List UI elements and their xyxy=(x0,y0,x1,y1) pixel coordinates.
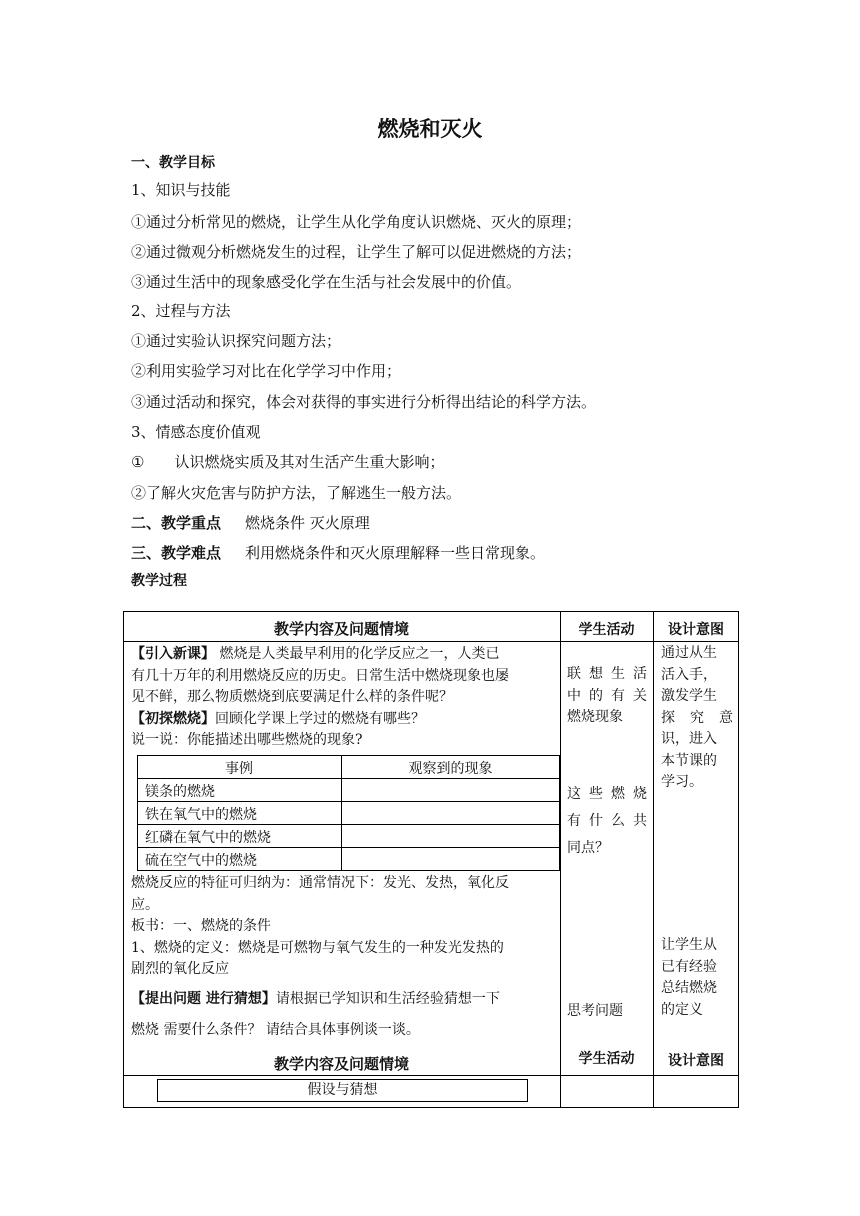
question-line-2: 燃烧 需要什么条件？ 请结合具体事例谈一谈。 xyxy=(131,1022,420,1038)
intro-block xyxy=(131,644,555,752)
intro-line-1: 燃烧是人类最早利用的化学反应之一，人类已 xyxy=(219,646,500,662)
phenomena-row-divider-4 xyxy=(137,847,560,848)
process-item-2: ②利用实验学习对比在化学学习中作用； xyxy=(131,362,402,380)
knowledge-item-3: ③通过生活中的现象感受化学在生活与社会发展中的价值。 xyxy=(131,273,522,291)
repeat-header-intent: 设计意图 xyxy=(668,1053,724,1069)
process-heading: 2、过程与方法 xyxy=(131,302,231,320)
knowledge-item-2: ②通过微观分析燃烧发生的过程，让学生了解可以促进燃烧的方法； xyxy=(131,243,582,261)
table-row-divider xyxy=(123,1075,739,1076)
key-point xyxy=(131,512,370,533)
attitude-item-1-marker: ① xyxy=(131,453,145,471)
page-title: 燃烧和灭火 xyxy=(377,117,483,141)
phenomena-header-example: 事例 xyxy=(225,761,253,777)
question-text: 请根据已学知识和生活经验猜想一下 xyxy=(275,991,500,1007)
header-student: 学生活动 xyxy=(578,622,635,638)
student-activity-3: 思考问题 xyxy=(567,1003,623,1019)
phenomena-row-divider-2 xyxy=(137,801,560,802)
explore-tag: 【初探燃烧】 xyxy=(131,710,215,727)
table-header-divider xyxy=(123,641,739,642)
intent-1: 通过从生 活入手， 激发学生 探 究 意 识，进入 本节课的 学习。 xyxy=(661,645,733,790)
difficulty-label: 三、教学难点 xyxy=(131,544,222,562)
definition-line-1: 1、燃烧的定义：燃烧是可燃物与氧气发生的一种发光发热的 xyxy=(131,939,504,956)
student-activity-1: 联 想 生 活 中 的 有 关 燃烧现象 xyxy=(567,666,647,725)
repeat-header-content: 教学内容及问题情境 xyxy=(273,1055,409,1073)
feature-block xyxy=(131,873,555,981)
phenomena-header-observed: 观察到的现象 xyxy=(408,761,493,777)
explore-say: 说一说：你能描述出哪些燃烧的现象? xyxy=(131,732,363,748)
header-intent: 设计意图 xyxy=(668,622,724,638)
intro-line-2: 有几十万年的利用燃烧反应的历史。日常生活中燃烧现象也屡 xyxy=(131,667,509,684)
attitude-item-1-text: 认识燃烧实质及其对生活产生重大影响； xyxy=(174,453,445,471)
phenomena-row-4: 硫在空气中的燃烧 xyxy=(145,853,257,869)
table-col-divider-1 xyxy=(560,611,561,1108)
phenomena-row-divider-3 xyxy=(137,824,560,825)
process-item-1: ①通过实验认识探究问题方法； xyxy=(131,332,342,350)
intro-line-3: 见不鲜，那么物质燃烧到底要满足什么样的条件呢？ xyxy=(131,689,453,705)
section-objectives-heading: 一、教学目标 xyxy=(131,155,215,171)
board-note: 板书：一、燃烧的条件 xyxy=(131,918,271,934)
attitude-item-2: ②了解火灾危害与防护方法，了解逃生一般方法。 xyxy=(131,484,462,502)
attitude-heading: 3、情感态度价值观 xyxy=(131,423,261,441)
table-col-divider-2 xyxy=(653,611,654,1108)
header-content: 教学内容及问题情境 xyxy=(273,620,409,638)
attitude-item-1 xyxy=(131,451,444,472)
difficulty xyxy=(131,542,545,563)
student-activity-2: 这 些 燃 烧 有 什 么 共 同点？ xyxy=(567,786,647,856)
process-item-3: ③通过活动和探究，体会对获得的事实进行分析得出结论的科学方法。 xyxy=(131,393,597,411)
intro-tag: 【引入新课】 xyxy=(131,646,215,662)
question-tag: 【提出问题 进行猜想】 xyxy=(131,991,276,1007)
knowledge-item-1: ①通过分析常见的燃烧，让学生从化学角度认识燃烧、灭火的原理； xyxy=(131,213,582,231)
phenomena-row-divider-1 xyxy=(137,778,560,779)
repeat-header-student: 学生活动 xyxy=(578,1051,635,1067)
process-label: 教学过程 xyxy=(131,573,187,589)
explore-text: 回顾化学课上学过的燃烧有哪些？ xyxy=(215,710,425,727)
definition-line-2: 剧烈的氧化反应 xyxy=(131,961,229,977)
knowledge-heading: 1、知识与技能 xyxy=(131,181,231,199)
feature-line-1: 燃烧反应的特征可归纳为：通常情况下：发光、发热，氧化反 xyxy=(131,875,509,891)
phenomena-row-3: 红磷在氧气中的燃烧 xyxy=(145,830,271,846)
feature-line-2: 应。 xyxy=(131,896,159,913)
question-line-1 xyxy=(131,989,555,1011)
phenomena-row-1: 镁条的燃烧 xyxy=(145,784,215,800)
hypothesis-box: 假设与猜想 xyxy=(157,1079,528,1102)
intent-2: 让学生从 已有经验 总结燃烧 的定义 xyxy=(661,937,717,1018)
key-point-label: 二、教学重点 xyxy=(131,514,222,532)
phenomena-row-2: 铁在氧气中的燃烧 xyxy=(145,807,257,823)
key-point-text: 燃烧条件 灭火原理 xyxy=(245,514,370,532)
difficulty-text: 利用燃烧条件和灭火原理解释一些日常现象。 xyxy=(245,544,546,562)
